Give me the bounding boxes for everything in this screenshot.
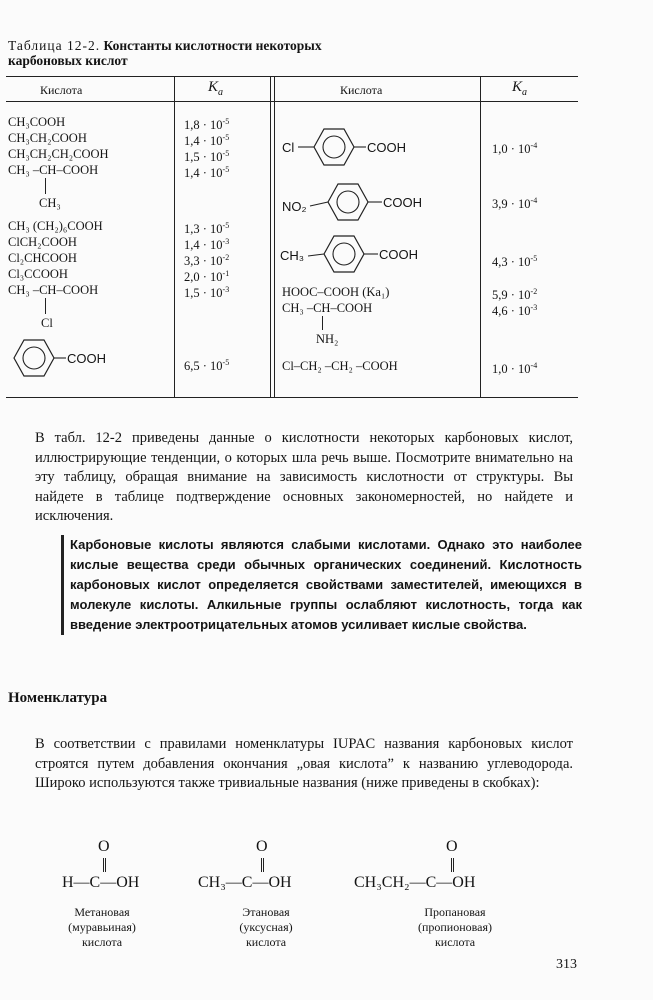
structure-3-formula: CH₃CH₂—C—OH (354, 874, 476, 891)
chloro-cooh: COOH (367, 140, 406, 155)
structure-3-trivial: (пропионовая) (417, 920, 493, 934)
right-ka-2: $3,9 \cdot 10^{-4}$ (492, 196, 538, 212)
right-acid-4: HOOC–COOH (Ka₁) (282, 285, 390, 299)
acidity-table (6, 76, 578, 398)
left-ka-2: $1,4 \cdot 10^{-5}$ (184, 133, 230, 149)
left-ka-9: $1,5 \cdot 10^{-3}$ (184, 285, 230, 301)
paragraph-nomenclature: В соответствии с правилами номенклатуры IUPAC названия карбоновых кислот строятся путем добавления окончания „овая кислота” к названию углеводорода. Широко используются также тривиальные названия (ниже приведены в скобках): (35, 736, 573, 791)
left-acid-7: Cl₂CHCOOH (8, 251, 77, 265)
header-acid-right: Кислота (340, 83, 383, 97)
structure-2-label (206, 905, 326, 950)
structure-2-name: Этановая (242, 905, 290, 919)
left-acid-5: CH₃ (CH₂)₆COOH (8, 219, 103, 233)
left-acid-2: CH₃CH₂COOH (8, 131, 87, 145)
left-acid-4: CH₃ –CH–COOH (8, 163, 99, 177)
left-acid-1: CH₃COOH (8, 115, 66, 129)
left-acid-6: ClCH₂COOH (8, 235, 77, 249)
structure-2-word: кислота (245, 935, 287, 949)
structure-1-label (42, 905, 162, 950)
structure-1-oxygen: O (98, 838, 110, 855)
table-caption (8, 38, 322, 68)
left-ka-6: $1,4 \cdot 10^{-3}$ (184, 237, 230, 253)
left-ka-4: $1,4 \cdot 10^{-5}$ (184, 165, 230, 181)
right-ka-5: $4,6 \cdot 10^{-3}$ (492, 303, 538, 319)
nitro-cooh: COOH (383, 195, 422, 210)
left-ka-3: $1,5 \cdot 10^{-5}$ (184, 149, 230, 165)
left-ka-8: $2,0 \cdot 10^{-1}$ (184, 269, 230, 285)
left-ka-1: $1,8 \cdot 10^{-5}$ (184, 117, 230, 133)
header-acid-left: Кислота (40, 83, 83, 97)
right-ka-1: $1,0 \cdot 10^{-4}$ (492, 141, 538, 157)
structure-2-formula: CH₃—C—OH (198, 874, 292, 891)
structure-3-label (390, 905, 520, 950)
key-statement-block: Карбоновые кислоты являются слабыми кислотами. Однако это наиболее кислые вещества среди обычных органических соединений. Кислотность карбоновых кислот определяется свойствами заместителей, имеющихся в молекуле кислоты. Алкильные группы ослабляют кислотность, тогда как введение электроотрицательных атомов усиливает кислые свойства. (61, 535, 582, 635)
nitro-substituent: NO₂ (282, 199, 307, 214)
left-acid-4-branch: CH₃ (39, 196, 61, 210)
methyl-cooh: COOH (379, 247, 418, 262)
right-ka-4: $5,9 \cdot 10^{-2}$ (492, 287, 538, 303)
left-acid-9: CH₃ –CH–COOH (8, 283, 99, 297)
right-acid-5-branch: NH₂ (316, 332, 339, 346)
structure-2-trivial: (уксусная) (239, 920, 293, 934)
chlorobenzoic-acid-structure (278, 125, 458, 169)
structure-1-word: кислота (81, 935, 123, 949)
caption-title-2: карбоновых кислот (8, 53, 128, 68)
left-acid-8: Cl₃CCOOH (8, 267, 68, 281)
section-title-nomenclature: Номенклатура (8, 690, 108, 706)
benzoic-acid-cooh: COOH (67, 351, 106, 366)
structure-1-name: Метановая (74, 905, 130, 919)
right-acid-6: Cl–CH₂ –CH₂ –COOH (282, 359, 398, 373)
paragraph-intro: В табл. 12-2 приведены данные о кислотности некоторых карбоновых кислот, иллюстрирующие тенденции, о которых шла речь выше. Посмотрите внимательно на эту таблицу, обращая внимание на зависимость кислотности от структуры. Вы найдете в таблице подтверждение основных закономерностей, но найдете и исключения. (35, 430, 573, 524)
methylbenzoic-acid-structure (278, 232, 458, 276)
benzoic-acid-structure (6, 336, 126, 380)
right-ka-3: $4,3 \cdot 10^{-5}$ (492, 254, 538, 270)
left-acid-3: CH₃CH₂CH₂COOH (8, 147, 109, 161)
header-ka-left: $K_a$ (208, 79, 224, 98)
page-number: 313 (556, 957, 577, 972)
right-acid-5: CH₃ –CH–COOH (282, 301, 373, 315)
caption-prefix: Таблица 12-2. (8, 38, 101, 53)
left-ka-5: $1,3 \cdot 10^{-5}$ (184, 221, 230, 237)
structure-1-formula: H—C—OH (62, 874, 140, 891)
left-ka-7: $3,3 \cdot 10^{-2}$ (184, 253, 230, 269)
methyl-substituent: CH₃ (280, 248, 305, 263)
structure-1-trivial: (муравьиная) (68, 920, 136, 934)
structure-3-oxygen: O (446, 838, 458, 855)
structure-2-oxygen: O (256, 838, 268, 855)
left-acid-9-branch: Cl (41, 316, 53, 330)
structure-3-word: кислота (434, 935, 476, 949)
caption-title-1: Константы кислотности некоторых (103, 38, 322, 53)
nitrobenzoic-acid-structure (278, 180, 458, 224)
header-ka-right: $K_a$ (512, 79, 528, 98)
structure-3-name: Пропановая (424, 905, 486, 919)
left-ka-10: $6,5 \cdot 10^{-5}$ (184, 358, 230, 374)
chloro-substituent: Cl (282, 140, 295, 155)
right-ka-6: $1,0 \cdot 10^{-4}$ (492, 361, 538, 377)
